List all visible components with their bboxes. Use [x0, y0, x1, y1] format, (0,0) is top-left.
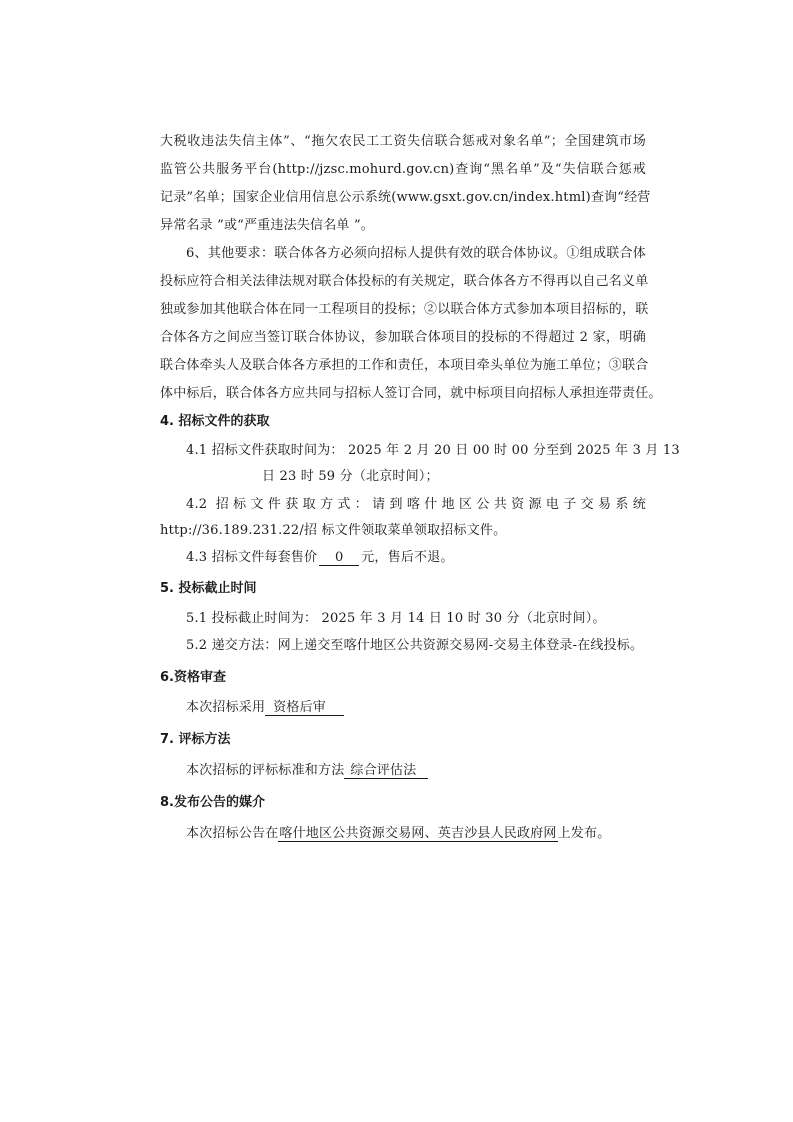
- section-4-item-1-line-1: 4.1 招标文件获取时间为： 2025 年 2 月 20 日 00 时 00 分至到 2025 年 3 月 13: [186, 443, 680, 458]
- section-8-prefix: 本次招标公告在: [186, 826, 279, 841]
- paragraph-six-line-5: 联合体牵头人及联合体各方承担的工作和责任，本项目牵头单位为施工单位；③联合: [160, 358, 649, 373]
- section-6-value: 资格后审: [265, 700, 344, 716]
- section-4-item-2-line-2: http://36.189.231.22/招 标文件领取菜单领取招标文件。: [160, 523, 507, 538]
- paragraph-top-line-1: 大税收违法失信主体”、“拖欠农民工工资失信联合惩戒对象名单”；全国建筑市场: [160, 134, 646, 149]
- section-4-item-1-line-2: 日 23 时 59 分（北京时间）；: [262, 469, 439, 484]
- section-4-item-3-prefix: 4.3 招标文件每套售价: [186, 550, 318, 565]
- paragraph-six-line-1: 6、其他要求：联合体各方必须向招标人提供有效的联合体协议。①组成联合体: [186, 246, 646, 261]
- paragraph-top-line-4: 异常名录 ”或“严重违法失信名单 ”。: [160, 218, 375, 233]
- section-8-suffix: 上发布。: [557, 826, 611, 841]
- section-4-price-value: 0: [319, 550, 359, 566]
- section-6-line: [186, 699, 344, 717]
- paragraph-top-line-3: 记录”名单；国家企业信用信息公示系统(www.gsxt.gov.cn/index.html)查询“经营: [160, 190, 651, 205]
- paragraph-six-line-2: 投标应符合相关法律法规对联合体投标的有关规定，联合体各方不得再以自己名义单: [160, 274, 649, 289]
- paragraph-six-line-3: 独或参加其他联合体在同一工程项目的投标；②以联合体方式参加本项目招标的，联: [160, 302, 649, 317]
- section-6-heading: 6.资格审查: [160, 670, 226, 685]
- section-8-value: 喀什地区公共资源交易网、英吉沙县人民政府网: [279, 826, 557, 841]
- section-6-prefix: 本次招标采用: [186, 700, 266, 715]
- section-7-heading: 7. 评标方法: [160, 732, 231, 747]
- section-7-value: 综合评估法: [344, 763, 428, 779]
- section-5-item-2: 5.2 递交方法：网上递交至喀什地区公共资源交易网-交易主体登录-在线投标。: [186, 638, 644, 653]
- section-4-item-2-line-1: 4.2 招标文件获取方式：请到喀什地区公共资源电子交易系统: [186, 497, 646, 512]
- section-5-heading: 5. 投标截止时间: [160, 581, 257, 596]
- section-7-prefix: 本次招标的评标标准和方法: [186, 763, 345, 778]
- paragraph-six-line-6: 体中标后，联合体各方应共同与招标人签订合同，就中标项目向招标人承担连带责任。: [160, 386, 662, 401]
- section-4-item-3-suffix: 元，售后不退。: [361, 550, 454, 565]
- paragraph-six-line-4: 合体各方之间应当签订联合体协议，参加联合体项目的投标的不得超过 2 家，明确: [160, 330, 646, 345]
- section-4-heading: 4. 招标文件的获取: [160, 414, 270, 429]
- section-4-item-3: [186, 549, 454, 567]
- section-8-line: [186, 825, 610, 843]
- paragraph-top-line-2: 监管公共服务平台(http://jzsc.mohurd.gov.cn)查询“黑名单”及“失信联合惩戒: [160, 162, 646, 177]
- section-5-item-1: 5.1 投标截止时间为： 2025 年 3 月 14 日 10 时 30 分（北京时间）。: [186, 611, 606, 626]
- section-7-line: [186, 762, 428, 780]
- section-8-heading: 8.发布公告的媒介: [160, 795, 265, 810]
